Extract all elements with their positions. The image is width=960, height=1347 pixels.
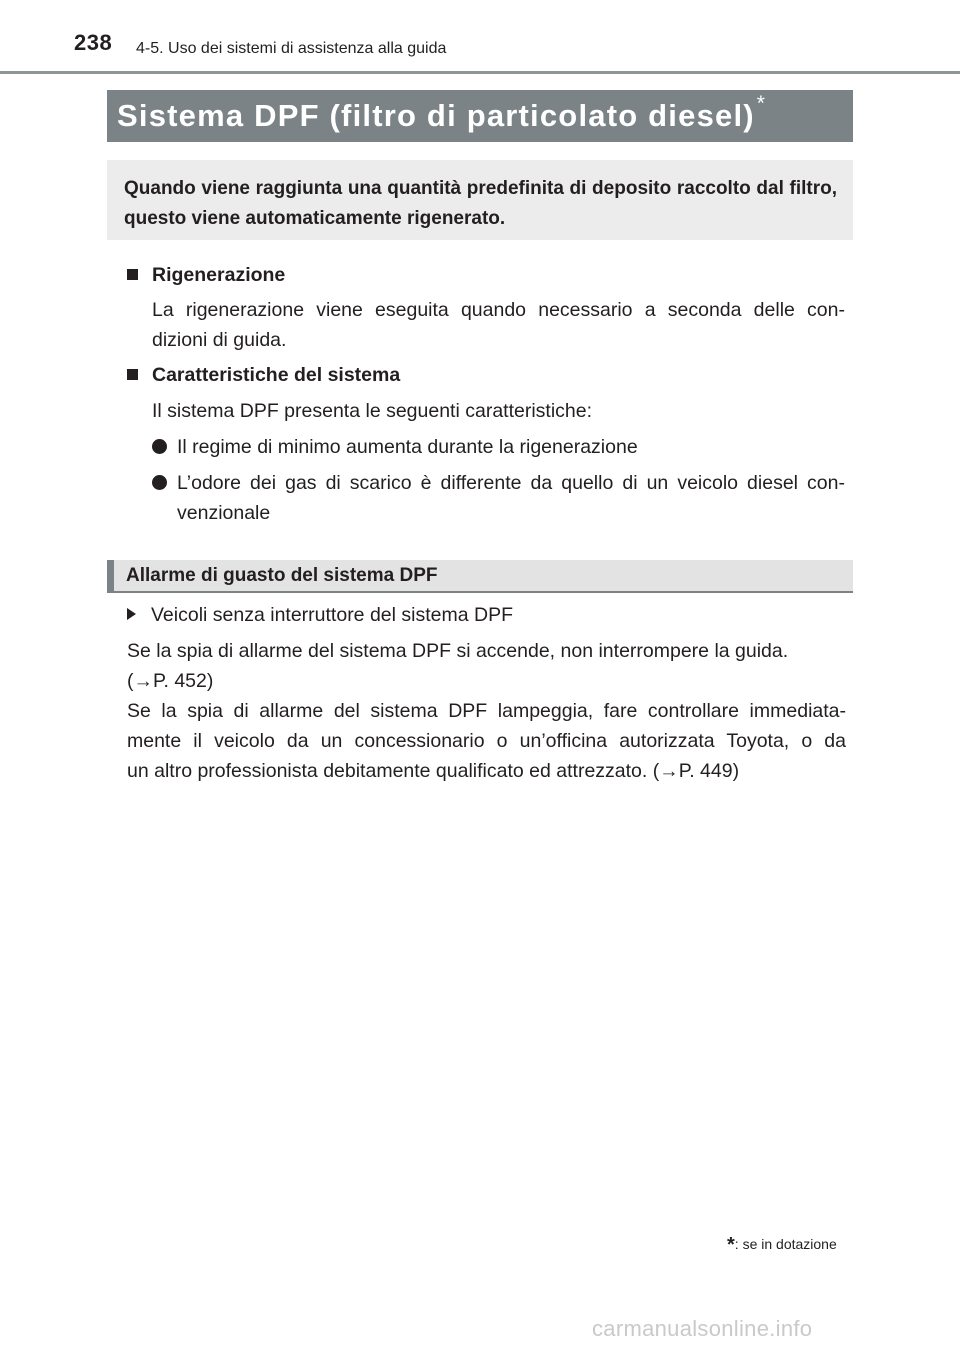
section-heading-caratteristiche <box>127 360 400 390</box>
title-asterisk: * <box>756 92 765 115</box>
subheading-title: Allarme di guasto del sistema DPF <box>126 564 438 586</box>
square-icon <box>127 269 138 280</box>
bullet-item <box>152 468 845 528</box>
square-icon <box>127 369 138 380</box>
watermark: carmanualsonline.info <box>592 1316 813 1341</box>
triangle-icon <box>127 608 136 620</box>
title-bar <box>107 90 853 142</box>
paragraph-line: dizioni di guida. <box>152 329 287 351</box>
section-heading-rigenerazione <box>127 260 285 290</box>
section-heading-text: Caratteristiche del sistema <box>152 364 401 386</box>
summary-box <box>107 160 853 240</box>
warning-paragraph <box>127 636 846 786</box>
footnote <box>727 1234 837 1257</box>
bullet-line: venzionale <box>177 502 271 524</box>
warning-line: Se la spia di allarme del sistema DPF si accende, non interrompere la guida. <box>127 640 789 662</box>
subheading-bar <box>107 560 853 593</box>
section-heading-text: Rigenerazione <box>152 264 286 286</box>
footnote-asterisk: * <box>727 1234 735 1256</box>
dot-icon <box>152 475 167 490</box>
paragraph-line: La rigenerazione viene eseguita quando necessario a seconda delle con- <box>152 299 845 321</box>
warning-line: mente il veicolo da un concessionario o un’officina autorizzata Toyota, o da <box>127 730 846 752</box>
dot-icon <box>152 439 167 454</box>
header-rule <box>0 71 960 74</box>
page-title: Sistema DPF (filtro di particolato diesel) <box>117 98 755 133</box>
summary-text: Quando viene raggiunta una quantità predefinita di deposito raccolto dal filtro, questo viene automaticamente rigenerato. <box>124 178 837 229</box>
section-intro: Il sistema DPF presenta le seguenti caratteristiche: <box>152 400 593 422</box>
bullet-item <box>152 432 845 462</box>
footnote-text: : se in dotazione <box>734 1236 837 1252</box>
vehicle-type-text: Veicoli senza interruttore del sistema DPF <box>151 604 513 626</box>
section-paragraph <box>152 295 845 355</box>
warning-line: un altro professionista debitamente qualificato ed attrezzato. (→P. 449) <box>127 760 740 782</box>
warning-line: (→P. 452) <box>127 670 214 692</box>
bullet-line: L’odore dei gas di scarico è differente da quello di un veicolo diesel con- <box>177 472 845 494</box>
vehicle-type-item <box>127 600 513 630</box>
bullet-line: Il regime di minimo aumenta durante la rigenerazione <box>177 436 638 458</box>
page-number: 238 <box>74 30 113 55</box>
warning-line: Se la spia di allarme del sistema DPF lampeggia, fare controllare immediata- <box>127 700 846 722</box>
section-path: 4-5. Uso dei sistemi di assistenza alla guida <box>136 40 447 57</box>
